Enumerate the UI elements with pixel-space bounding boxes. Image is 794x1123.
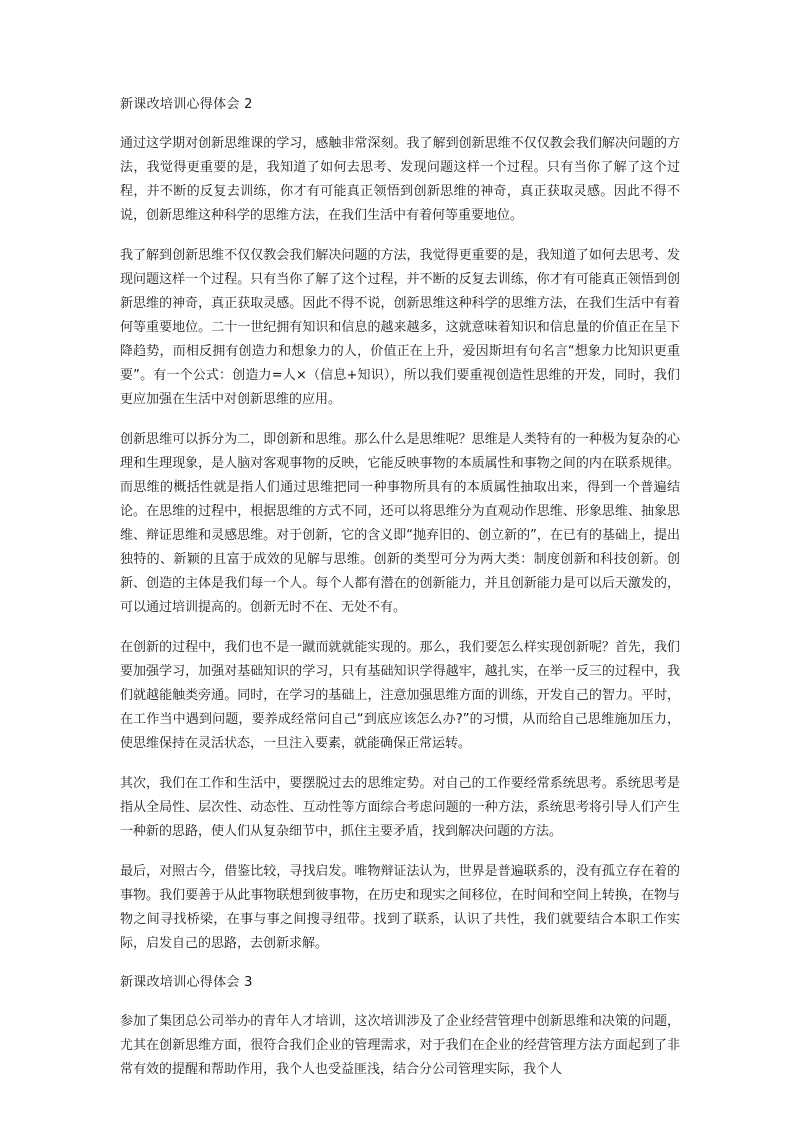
paragraph: 其次，我们在工作和生活中，要摆脱过去的思维定势。对自己的工作要经常系统思考。系统思考是指从全局性、层次性、动态性、互动性等方面综合考虑问题的一种方法，系统思考将引导人们产生一种新的思路，使人们从复杂细节中，抓住主要矛盾，找到解决问题的方法。 — [120, 776, 680, 839]
paragraph: 我了解到创新思维不仅仅教会我们解决问题的方法，我觉得更重要的是，我知道了如何去思考、发现问题这样一个过程。只有当你了解了这个过程，并不断的反复去训练，你才有可能真正领悟到创新思维的神奇，真正获取灵感。因此不得不说，创新思维这种科学的思维方法，在我们生活中有着何等重要地位。二十一世纪拥有知识和信息的越来越多，这就意味着知识和信息量的价值正在呈下降趋势，而相反拥有创造力和想象力的人，价值正在上升，爱因斯坦有句名言“想象力比知识更重要”。有一个公式：创造力=人×（信息+知识），所以我们要重视创造性思维的开发，同时，我们更应加强在生活中对创新思维的应用。 — [120, 248, 680, 407]
section-title: 新课改培训心得体会 3 — [120, 975, 253, 990]
section-title: 新课改培训心得体会 2 — [120, 97, 253, 112]
paragraph: 最后，对照古今，借鉴比较，寻找启发。唯物辩证法认为，世界是普遍联系的，没有孤立存在着的事物。我们要善于从此事物联想到彼事物，在历史和现实之间移位，在时间和空间上转换，在物与物之间寻找桥梁，在事与事之间搜寻纽带。找到了联系，认识了共性，我们就要结合本职工作实际，启发自己的思路，去创新求解。 — [120, 864, 680, 951]
paragraph: 参加了集团总公司举办的青年人才培训，这次培训涉及了企业经营管理中创新思维和决策的问题，尤其在创新思维方面，很符合我们企业的管理需求，对于我们在企业的经营管理方法方面起到了非常有效的提醒和帮助作用，我个人也受益匪浅，结合分公司管理实际，我个人 — [120, 1014, 680, 1077]
paragraph: 通过这学期对创新思维课的学习，感触非常深刻。我了解到创新思维不仅仅教会我们解决问题的方法，我觉得更重要的是，我知道了如何去思考、发现问题这样一个过程。只有当你了解了这个过程，并不断的反复去训练，你才有可能真正领悟到创新思维的神奇，真正获取灵感。因此不得不说，创新思维这种科学的思维方法，在我们生活中有着何等重要地位。 — [120, 136, 680, 223]
paragraph: 创新思维可以拆分为二，即创新和思维。那么什么是思维呢？思维是人类特有的一种极为复杂的心理和生理现象，是人脑对客观事物的反映，它能反映事物的本质属性和事物之间的内在联系规律。而思维的概括性就是指人们通过思维把同一种事物所具有的本质属性抽取出来，得到一个普遍结论。在思维的过程中，根据思维的方式不同，还可以将思维分为直观动作思维、形象思维、抽象思维、辩证思维和灵感思维。对于创新，它的含义即“抛弃旧的、创立新的”，在已有的基础上，提出独特的、新颖的且富于成效的见解与思维。创新的类型可分为两大类：制度创新和科技创新。创新、创造的主体是我们每一个人。每个人都有潜在的创新能力，并且创新能力是可以后天激发的，可以通过培训提高的。创新无时不在、无处不有。 — [120, 432, 680, 615]
paragraph: 在创新的过程中，我们也不是一蹴而就就能实现的。那么，我们要怎么样实现创新呢？首先，我们要加强学习，加强对基础知识的学习，只有基础知识学得越牢，越扎实，在举一反三的过程中，我们就越能触类旁通。同时，在学习的基础上，注意加强思维方面的训练，开发自己的智力。平时，在工作当中遇到问题，要养成经常问自己“到底应该怎么办?”的习惯，从而给自己思维施加压力，使思维保持在灵活状态，一旦注入要素，就能确保正常运转。 — [120, 640, 680, 751]
document-page — [120, 94, 680, 1098]
